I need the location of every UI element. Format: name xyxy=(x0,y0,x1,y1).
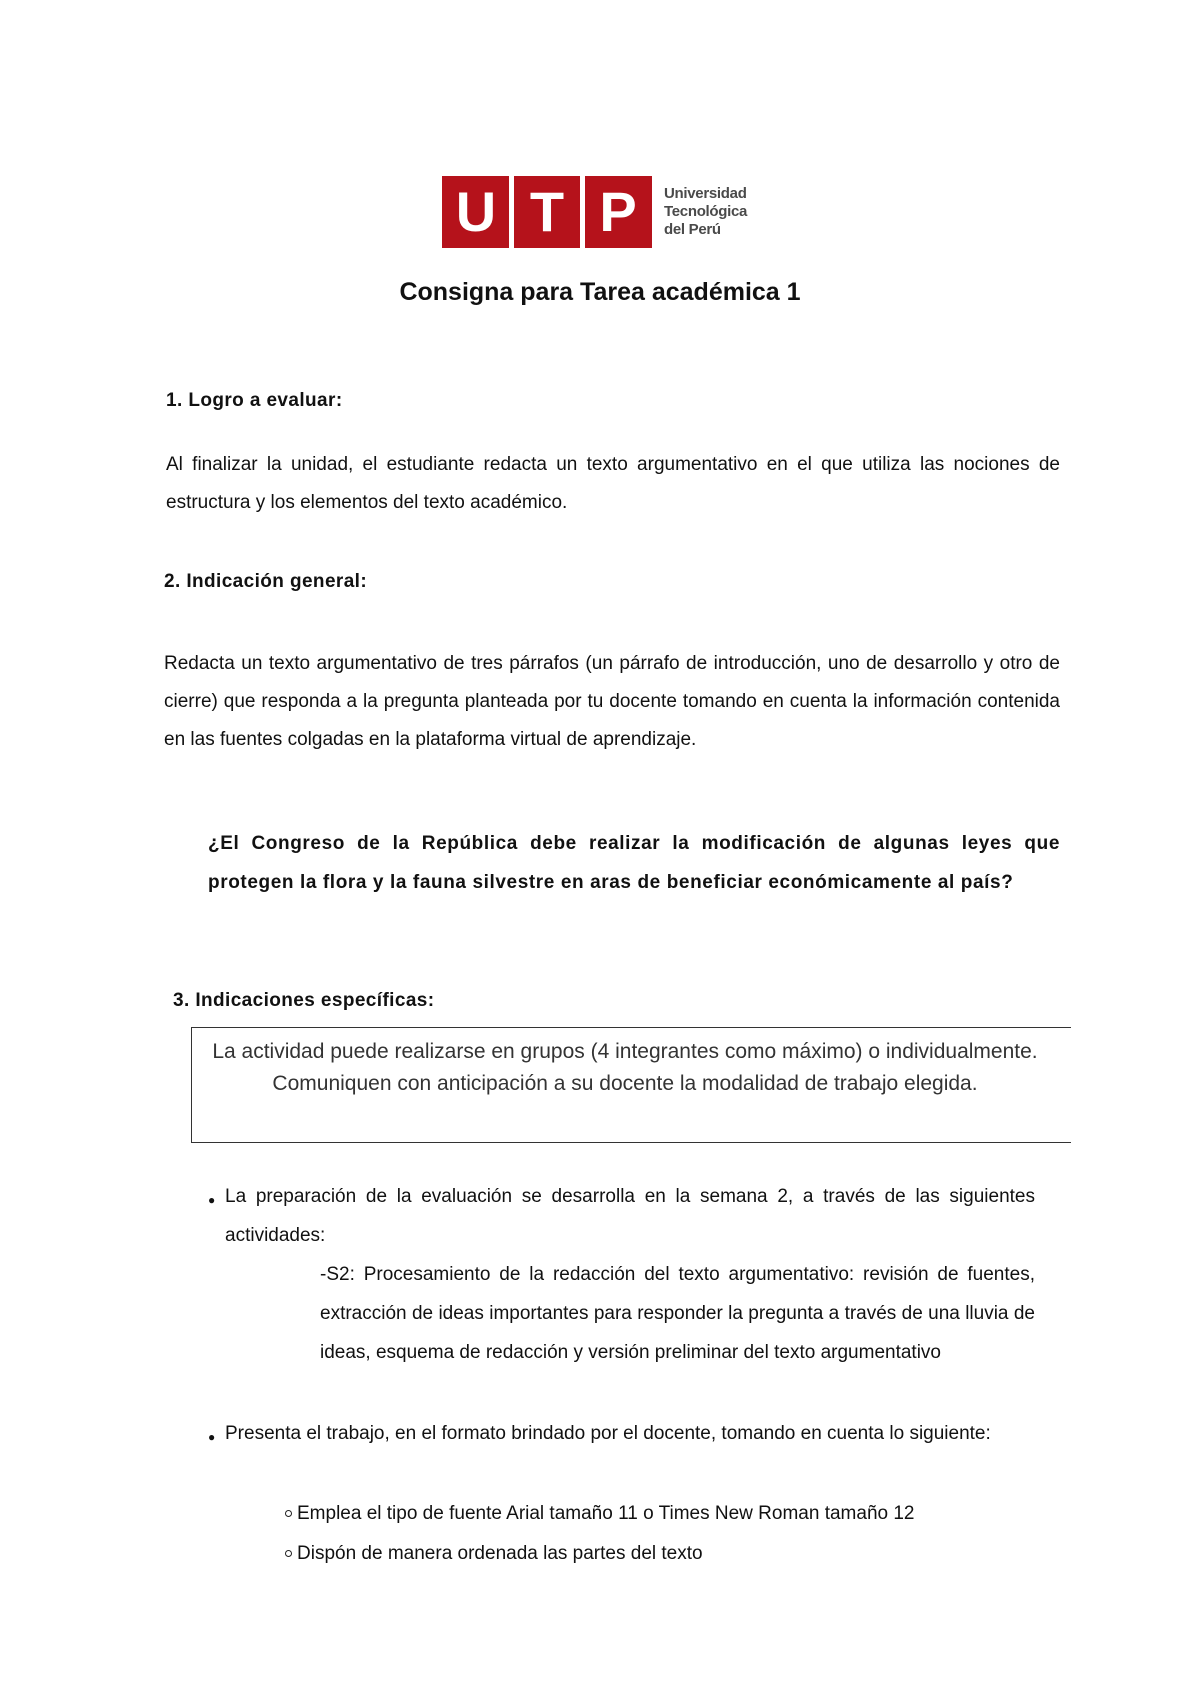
bullet-item-2 xyxy=(225,1414,1035,1453)
bullet-item-1-subtext: -S2: Procesamiento de la redacción del texto argumentativo: revisión de fuentes, extracción de ideas importantes para responder la pregunta a través de una lluvia de ideas, esquema de redacción y versión preliminar del texto argumentativo xyxy=(320,1264,1035,1363)
circle-bullet-icon xyxy=(285,1550,292,1557)
document-title: Consigna para Tarea académica 1 xyxy=(399,278,801,306)
logo-line-2: Tecnológica xyxy=(664,203,748,220)
bullet-item-1-text: La preparación de la evaluación se desarrolla en la semana 2, a través de las siguientes actividades: xyxy=(225,1186,1035,1246)
section-1-text: Al finalizar la unidad, el estudiante redacta un texto argumentativo en el que utiliza las nociones de estructura y los elementos del texto académico. xyxy=(166,454,1060,513)
logo-wordmark xyxy=(664,185,747,239)
section-2-heading: 2. Indicación general: xyxy=(164,571,368,592)
logo-separator xyxy=(580,176,585,248)
circle-bullet-icon xyxy=(285,1510,292,1517)
logo-separator xyxy=(509,176,514,248)
bullet-item-2-text: Presenta el trabajo, en el formato brindado por el docente, tomando en cuenta lo siguiente: xyxy=(225,1423,991,1444)
notice-box xyxy=(191,1027,1071,1143)
utp-logo xyxy=(442,176,747,248)
bullet-icon: ● xyxy=(208,1430,216,1444)
logo-letter-t: T xyxy=(529,180,565,243)
guiding-question: ¿El Congreso de la República debe realizar la modificación de algunas leyes que protegen la flora y la fauna silvestre en aras de beneficiar económicamente al país? xyxy=(208,833,1060,893)
section-3-heading: 3. Indicaciones específicas: xyxy=(173,990,435,1011)
bullet-icon: ● xyxy=(208,1193,216,1207)
sub-list-item-1: Emplea el tipo de fuente Arial tamaño 11 o Times New Roman tamaño 12 xyxy=(297,1503,915,1524)
section-1-heading: 1. Logro a evaluar: xyxy=(166,390,343,411)
bullet-item-1 xyxy=(225,1177,1035,1255)
logo-line-3: del Perú xyxy=(664,221,721,238)
notice-text: La actividad puede realizarse en grupos (4 integrantes como máximo) o individualmente. Comuniquen con anticipación a su docente la modalidad de trabajo elegida. xyxy=(212,1040,1038,1095)
utp-logo-mark xyxy=(442,176,652,248)
sub-list-item-2: Dispón de manera ordenada las partes del texto xyxy=(297,1543,703,1564)
logo-letter-p: P xyxy=(599,180,637,243)
logo-letter-u: U xyxy=(455,180,497,243)
logo-line-1: Universidad xyxy=(664,185,747,202)
section-2-text: Redacta un texto argumentativo de tres párrafos (un párrafo de introducción, uno de desarrollo y otro de cierre) que responda a la pregunta planteada por tu docente tomando en cuenta la información contenida en las fuentes colgadas en la plataforma virtual de aprendizaje. xyxy=(164,653,1060,750)
